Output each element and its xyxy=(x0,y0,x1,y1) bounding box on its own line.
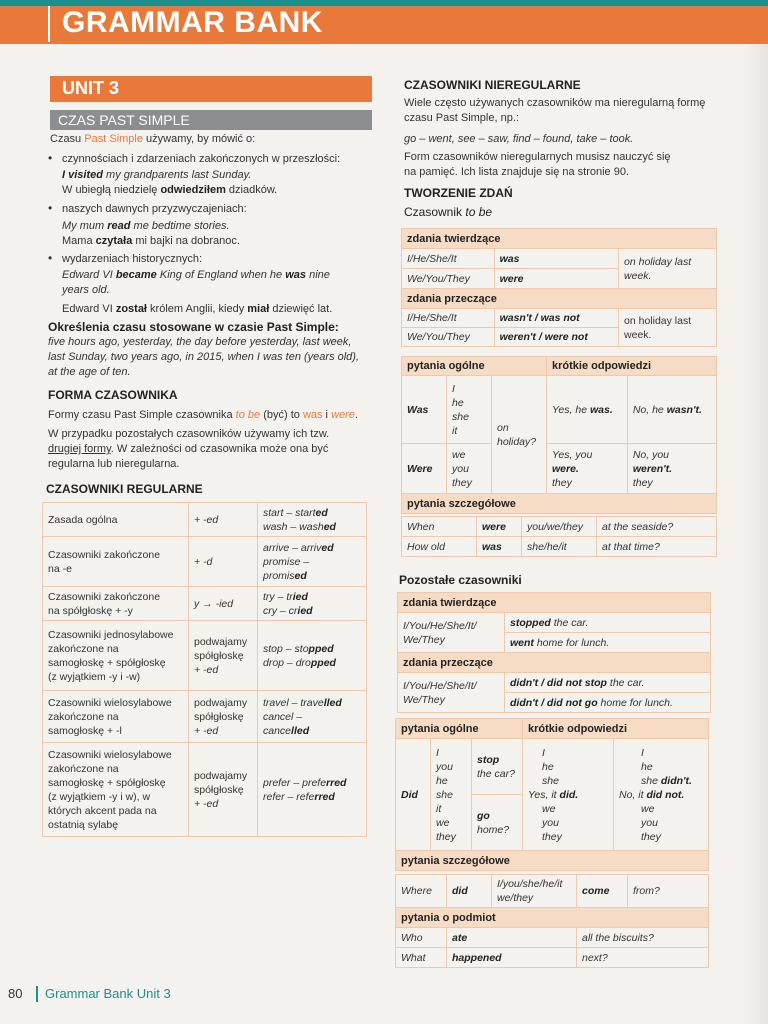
regular-verbs-table xyxy=(42,502,367,837)
unit-badge xyxy=(50,76,372,102)
to-be-wh-table: When were you/we/they at the seaside? How old was she/he/it at that time? xyxy=(401,516,717,557)
forma-text-4: regularna lub nieregularna. xyxy=(48,458,180,470)
bullet-2: naszych dawnych przyzwyczajeniach: xyxy=(62,203,247,215)
forma-text-3: drugiej formy. W zależności od czasownika może ona być xyxy=(48,443,329,455)
example-3-en: Edward VI became King of England when he was nine xyxy=(62,269,330,281)
sentence-heading: TWORZENIE ZDAŃ xyxy=(404,186,513,200)
footer-divider xyxy=(36,986,38,1002)
to-be-questions-table: pytania ogólne krótkie odpowiedzi Was I he she it on holiday? Yes, he was. No, he wasn't. Were we you they Yes, you were. they No, you weren't. they pytania szczegółowe xyxy=(401,356,717,514)
example-2-pl: Mama czytała mi bajki na dobranoc. xyxy=(62,235,240,247)
bullet-3: wydarzeniach historycznych: xyxy=(62,253,203,265)
time-expressions-3: at the age of ten. xyxy=(48,366,131,378)
bullet-dot: • xyxy=(48,201,53,215)
section-bar xyxy=(50,110,372,130)
example-1-pl: W ubiegłą niedzielę odwiedziłem dziadków. xyxy=(62,184,278,196)
to-be-label: Czasownik to be xyxy=(404,205,493,219)
table-row: Czasowniki jednosylabowe zakończone na samogłoskę + spółgłoskę (z wyjątkiem -y i -w) podwajamy spółgłoskę + -ed stop – stopped drop – dropped xyxy=(43,621,367,691)
example-2-en: My mum read me bedtime stories. xyxy=(62,220,230,232)
header-divider xyxy=(48,6,50,42)
negative-heading: zdania przeczące xyxy=(402,289,717,309)
example-3-pl: Edward VI został królem Anglii, kiedy miał dziewięć lat. xyxy=(62,303,333,315)
irregular-text-4: na pamięć. Ich lista znajduje się na stronie 90. xyxy=(404,166,630,178)
to-be-table: zdania twierdzące I/He/She/It was on holiday last week. We/You/They were zdania przeczące I/He/She/It wasn't / was not on holiday last week. We/You/They weren't / were not xyxy=(401,228,717,347)
irregular-text-1: Wiele często używanych czasowników ma nieregularną formę xyxy=(404,97,706,109)
bullet-1: czynnościach i zdarzeniach zakończonych w przeszłości: xyxy=(62,153,341,165)
example-1-en: I visited my grandparents last Sunday. xyxy=(62,169,252,181)
page-title: GRAMMAR BANK xyxy=(62,6,323,39)
intro-text: Czasu Past Simple używamy, by mówić o: xyxy=(50,133,256,145)
table-row: Zasada ogólna + -ed start – started wash – washed xyxy=(43,503,367,537)
forma-text: Formy czasu Past Simple czasownika to be (być) to was i were. xyxy=(48,409,358,421)
regular-verbs-heading: CZASOWNIKI REGULARNE xyxy=(46,482,203,496)
table-row: Czasowniki zakończone na spółgłoskę + -y y → -ied try – tried cry – cried xyxy=(43,587,367,621)
irregular-text-3: Form czasowników nieregularnych musisz nauczyć się xyxy=(404,151,671,163)
time-expressions-1: five hours ago, yesterday, the day before yesterday, last week, xyxy=(48,336,352,348)
other-verbs-heading: Pozostałe czasowniki xyxy=(399,573,522,587)
yes-no-questions-heading: pytania ogólne xyxy=(402,357,547,376)
time-expressions-heading: Określenia czasu stosowane w czasie Past Simple: xyxy=(48,320,339,334)
section-title: CZAS PAST SIMPLE xyxy=(58,112,190,128)
irregular-heading: CZASOWNIKI NIEREGULARNE xyxy=(404,78,581,92)
time-expressions-2: last Sunday, two years ago, in 2015, when I was ten (years old), xyxy=(48,351,360,363)
irregular-text-2: czasu Past Simple, np.: xyxy=(404,112,519,124)
bullet-dot: • xyxy=(48,151,53,165)
table-row: Czasowniki wielosylabowe zakończone na samogłoskę + spółgłoskę (z wyjątkiem -y i w), w których akcent pada na ostatnią sylabę podwajamy spółgłoskę + -ed prefer – preferred refer – referred xyxy=(43,743,367,837)
short-answers-heading: krótkie odpowiedzi xyxy=(547,357,717,376)
footer-label: Grammar Bank Unit 3 xyxy=(45,986,171,1001)
other-wh-table: Where did I/you/she/he/it we/they come from? pytania o podmiot Who ate all the biscuits? What happened next? xyxy=(395,874,709,968)
example-3-en-cont: years old. xyxy=(62,284,110,296)
other-questions-table: pytania ogólne krótkie odpowiedzi Did I you he she it we they stop the car? I he she Yes, it did. we you they I he she didn't. No, it did not. we you they go home? pytania szczegółowe xyxy=(395,718,709,871)
affirmative-heading: zdania twierdzące xyxy=(402,229,717,249)
forma-text-2: W przypadku pozostałych czasowników używamy ich tzw. xyxy=(48,428,330,440)
page-number: 80 xyxy=(8,986,23,1001)
bullet-dot: • xyxy=(48,251,53,265)
page-shadow xyxy=(742,44,768,1024)
forma-heading: FORMA CZASOWNIKA xyxy=(48,388,178,402)
table-row: Czasowniki wielosylabowe zakończone na samogłoskę + -l podwajamy spółgłoskę + -ed travel – travelled cancel – cancelled xyxy=(43,691,367,743)
other-verbs-table: zdania twierdzące I/You/He/She/It/ We/They stopped the car. went home for lunch. zdania przeczące I/You/He/She/It/ We/They didn't / did not stop the car. didn't / did not go home for lunch. xyxy=(397,592,711,713)
irregular-examples: go – went, see – saw, find – found, take – took. xyxy=(404,133,634,145)
unit-label: UNIT 3 xyxy=(62,78,120,98)
table-row: Czasowniki zakończone na -e + -d arrive – arrived promise – promised xyxy=(43,537,367,587)
wh-questions-heading: pytania szczegółowe xyxy=(402,494,717,514)
